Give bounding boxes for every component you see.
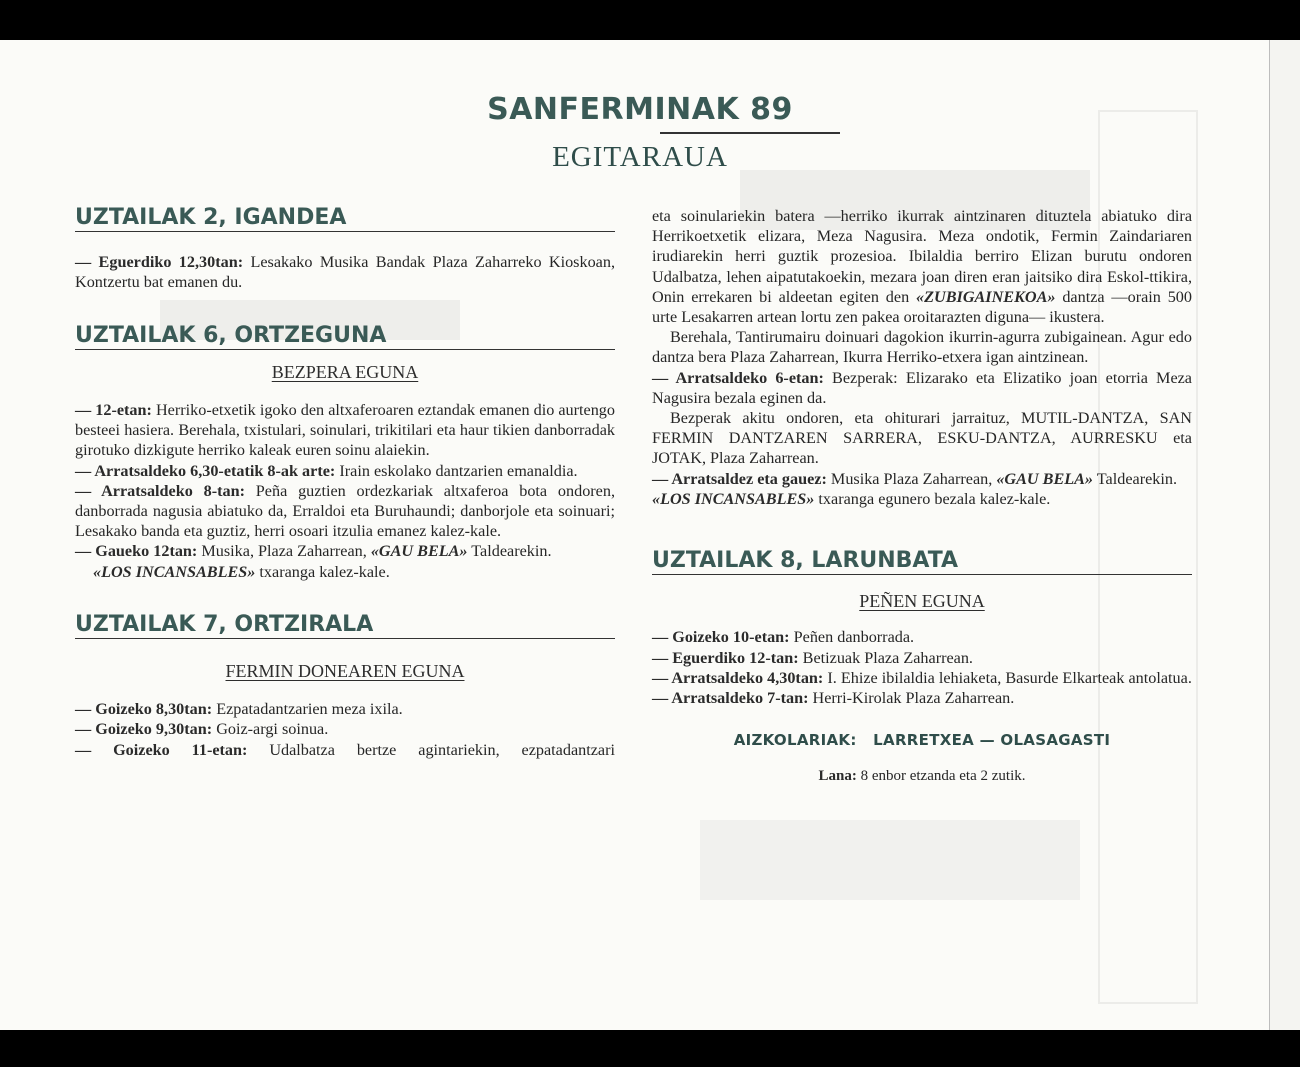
program-item — [652, 368, 1192, 408]
aizkolariak-heading: AIZKOLARIAK: LARRETXEA — OLASAGASTI — [733, 731, 1111, 750]
sub-heading-fermin: FERMIN DONEAREN EGUNA — [225, 661, 465, 682]
program-item — [75, 461, 615, 481]
right-column — [652, 206, 1192, 787]
item-text: Herri-Kirolak Plaza Zaharrean. — [808, 689, 1015, 708]
continued-text — [652, 206, 1192, 327]
page-title: SANFERMINAK 89 — [487, 92, 793, 127]
item-time: — Eguerdiko 12-tan: — [652, 648, 799, 667]
item-time: — Eguerdiko 12,30tan: — [75, 253, 244, 272]
show-through-block — [700, 820, 1080, 900]
item-time: — Goizeko 9,30tan: — [75, 720, 213, 739]
title-rule — [660, 132, 840, 134]
item-time: — Arratsaldez eta gauez: — [652, 469, 827, 488]
item-text: I. Ehize ibilaldia lehiaketa, Basurde Elkarteak antolatua. — [823, 668, 1192, 687]
item-time: — Goizeko 11-etan: — [75, 740, 248, 759]
day-heading-2: UZTAILAK 2, IGANDEA — [75, 208, 615, 232]
program-item — [652, 688, 1192, 708]
item-time: — Arratsaldeko 7-tan: — [652, 689, 809, 708]
left-column — [75, 205, 616, 760]
program-item — [75, 719, 615, 739]
sub-heading-penen: PEÑEN EGUNA — [859, 591, 985, 612]
day-heading-8: UZTAILAK 8, LARUNBATA — [652, 551, 1192, 575]
item-text: Goiz-argi soinua. — [212, 720, 329, 739]
item-text: Herriko-etxetik igoko den altxaferoaren eztandak emanen dio aurtengo besteei hasiera. Berehala, txistulari, soinulari, trikitilari eta haur tikien danborradak girotuko dizkigute herriko kaleak euren soinu alaiekin. — [75, 401, 615, 460]
day-heading-6: UZTAILAK 6, ORTZEGUNA — [75, 326, 615, 350]
item-time: — Arratsaldeko 6,30-etatik 8-ak arte: — [75, 461, 336, 480]
program-item — [75, 481, 615, 542]
program-item — [75, 562, 615, 582]
item-text: Betizuak Plaza Zaharrean. — [798, 648, 973, 667]
paragraph: Berehala, Tantirumairu doinuari dagokion ikurrin-agurra zubigainean. Agur edo dantza bera Plaza Zaharrean, Ikurra Herriko-etxera igan aintzinean. — [652, 328, 1192, 367]
dance-name: «ZUBIGAINEKOA» — [916, 287, 1056, 306]
item-text: eta soinulariekin batera —herriko ikurrak aintzinaren dituztela abiatuko dira Herrikoetxetik elizara, Meza Nagusira. Meza ondotik, Fermin Zaindariaren irudiarekin herri guztik prozesioa. Ibilaldia berriro Elizan burutu ondoren Udalbatza, lehen aipatutakoekin, mezara joan diren eran jaitsiko dira Eskol-ttikira, Onin errekaren bi aldeetan egiten den — [652, 207, 1192, 306]
item-text: Lesakako Musika Bandak Plaza Zaharreko Kioskoan, Kontzertu bat emanen du. — [75, 253, 615, 292]
sub-heading-bezpera: BEZPERA EGUNA — [271, 361, 419, 382]
item-text: Peñen danborrada. — [789, 628, 915, 647]
program-item — [75, 699, 615, 719]
program-item — [652, 469, 1192, 489]
day-heading-7: UZTAILAK 7, ORTZIRALA — [75, 615, 615, 639]
program-item — [75, 740, 615, 760]
program-item — [652, 668, 1192, 688]
item-text: Taldearekin. — [467, 542, 552, 561]
item-time: — Arratsaldeko 4,30tan: — [652, 668, 824, 687]
band-name: «LOS INCANSABLES» — [93, 562, 256, 581]
item-time: — Arratsaldeko 8-tan: — [75, 481, 245, 500]
lana-text: 8 enbor etzanda eta 2 zutik. — [856, 768, 1026, 785]
lana-label: Lana: — [818, 768, 857, 785]
program-item — [652, 489, 1192, 509]
program-item — [652, 648, 1192, 668]
program-item — [75, 541, 615, 561]
item-text: Irain eskolako dantzarien emanaldia. — [335, 461, 578, 480]
lana-line — [652, 766, 1192, 786]
item-text: Musika, Plaza Zaharrean, — [197, 542, 371, 561]
item-text: Peña guztien ordezkariak altxaferoa bota ondoren, danborrada nagusia abiatuko da, Erraldoi eta Buruhaundi; danborjole eta soinuari; Lesakako banda eta guztiz, herri osoari itzulia emanez kalez-kale. — [75, 481, 616, 541]
program-item — [652, 627, 1192, 647]
page-edge — [1269, 40, 1300, 1030]
item-text: txaranga kalez-kale. — [255, 562, 390, 581]
item-text: Bezperak: Elizarako eta Elizatiko joan etorria Meza Nagusira bezala eginen da. — [652, 368, 1192, 407]
item-time: — 12-etan: — [75, 401, 152, 420]
band-name: «GAU BELA» — [996, 469, 1094, 488]
item-time: — Goizeko 8,30tan: — [75, 700, 213, 719]
item-text: txaranga egunero bezala kalez-kale. — [814, 489, 1051, 508]
item-time: — Gaueko 12tan: — [75, 542, 198, 561]
band-name: «GAU BELA» — [370, 542, 468, 561]
program-item — [75, 400, 615, 461]
item-text: Ezpatadantzarien meza ixila. — [212, 700, 403, 719]
paragraph: Bezperak akitu ondoren, eta ohiturari jarraituz, MUTIL-DANTZA, SAN FERMIN DANTZAREN SARRERA, ESKU-DANTZA, AURRESKU eta JOTAK, Plaza Zaharrean. — [652, 409, 1192, 468]
brochure-page — [0, 40, 1300, 1030]
program-item — [75, 252, 615, 292]
item-text: Udalbatza bertze agintariekin, ezpatadantzari — [247, 740, 615, 759]
band-name: «LOS INCANSABLES» — [652, 489, 815, 508]
item-text: dantza —orain 500 urte Lesakarren artean lortu zen pakea oroitarazten diguna— ikustera. — [652, 287, 1192, 327]
item-time: — Goizeko 10-etan: — [652, 628, 790, 647]
page-subtitle: EGITARAUA — [552, 141, 728, 173]
item-time: — Arratsaldeko 6-etan: — [652, 368, 824, 387]
item-text: Musika Plaza Zaharrean, — [826, 469, 997, 488]
item-text: Taldearekin. — [1093, 469, 1177, 488]
